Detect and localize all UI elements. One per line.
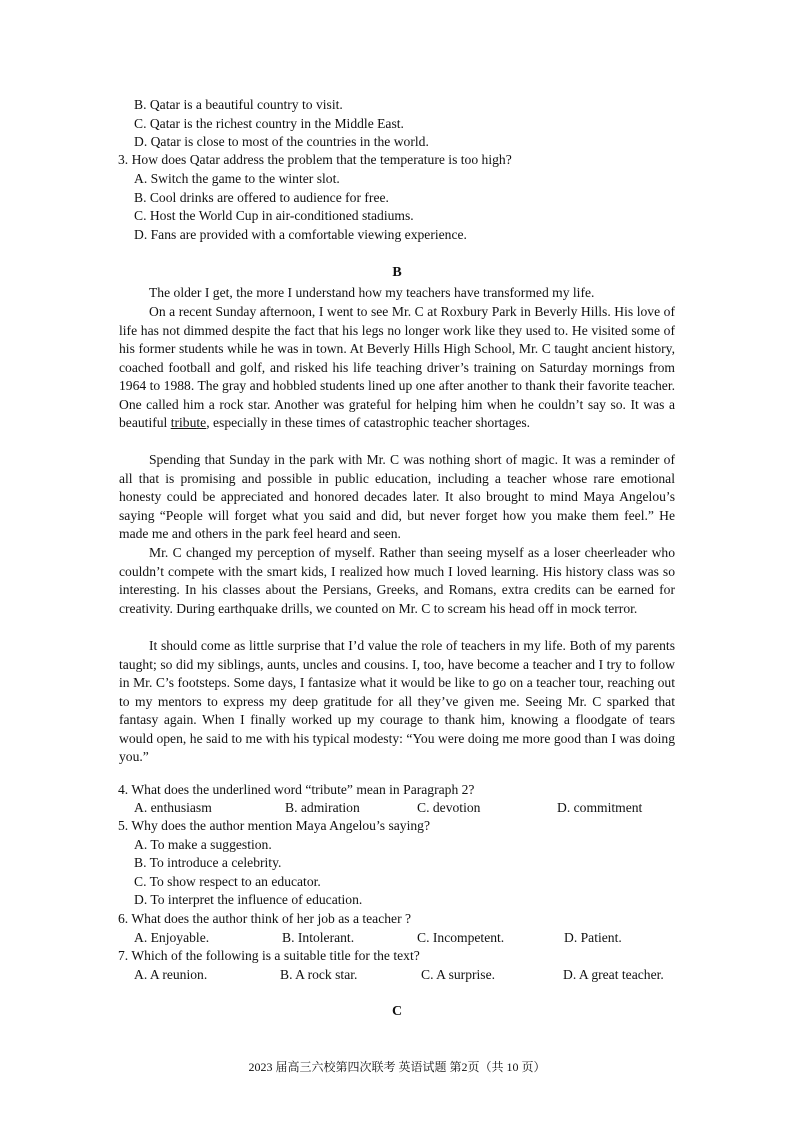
q2-option-d: D. Qatar is close to most of the countries in the world. (134, 134, 429, 149)
q5-option-a: A. To make a suggestion. (134, 837, 272, 852)
q7-option-b: B. A rock star. (280, 967, 358, 982)
q5-question: 5. Why does the author mention Maya Angelou’s saying? (118, 818, 430, 833)
paragraph-2-text-before: On a recent Sunday afternoon, I went to see Mr. C at Roxbury Park in Beverly Hills. His love of life has not dimmed despite the fact that his legs no longer work like they used to. He visited some of his former students while he was in town. At Beverly Hills High School, Mr. C taught ancient history, coached football and golf, and risked his life teaching driver’s training on Saturday mornings from 1964 to 1988. The gray and hobbled students lined up one after another to thank their favorite teacher. One called him a rock star. Another was grateful for helping him when he couldn’t say so. It was a beautiful (119, 304, 675, 430)
passage-paragraph-4: Mr. C changed my perception of myself. Rather than seeing myself as a loser cheerleader who couldn’t compete with the smart kids, I realized how much I loved learning. His history class was so interesting. In his classes about the Persians, Greeks, and Romans, extra credits can be earned for creativity. During earthquake drills, we counted on Mr. C to scream his head off in mock terror. (119, 545, 675, 616)
q4-option-d: D. commitment (557, 800, 643, 815)
q5-option-b: B. To introduce a celebrity. (134, 855, 282, 870)
passage-paragraph-5: It should come as little surprise that I’d value the role of teachers in my life. Both of my parents taught; so did my siblings, aunts, uncles and cousins. I, too, have become a teacher and I try to follow in Mr. C’s footsteps. Some days, I fantasize what it would be like to go on a teacher tour, reaching out to my mentors to express my deep gratitude for all they’ve given me. Seeing Mr. C sparked that fantasy again. When I finally worked up my courage to thank him, knowing a floodgate of tears would open, he said to me with his typical modesty: “You were doing me more good than I was doing you.” (119, 638, 675, 764)
q6-question: 6. What does the author think of her job as a teacher ? (118, 911, 412, 926)
passage-paragraph-3: Spending that Sunday in the park with Mr. C was nothing short of magic. It was a reminder of all that is promising and possible in public education, including a teacher whose rare emotional honesty could be appreciated and honored decades later. It also brought to mind Maya Angelou’s saying “People will forget what you said and did, but never forget how you make them feel.” He made me and others in the park feel heard and seen. (119, 452, 675, 541)
page-footer: 2023 届高三六校第四次联考 英语试题 第2页（共 10 页） (248, 1060, 546, 1074)
passage-paragraph-1: The older I get, the more I understand how my teachers have transformed my life. (149, 285, 595, 300)
passage-paragraph-2 (119, 303, 675, 433)
q4-question: 4. What does the underlined word “tribute” mean in Paragraph 2? (118, 782, 475, 797)
section-c-heading: C (391, 1004, 403, 1019)
underlined-word-tribute: tribute (170, 415, 207, 430)
q7-option-a: A. A reunion. (134, 967, 208, 982)
q6-option-b: B. Intolerant. (282, 930, 355, 945)
q4-option-a: A. enthusiasm (134, 800, 212, 815)
q3-option-d: D. Fans are provided with a comfortable viewing experience. (134, 227, 467, 242)
q7-option-d: D. A great teacher. (563, 967, 664, 982)
q5-option-c: C. To show respect to an educator. (134, 874, 321, 889)
section-b-heading: B (392, 265, 402, 280)
q3-option-a: A. Switch the game to the winter slot. (134, 171, 340, 186)
q3-option-b: B. Cool drinks are offered to audience for free. (134, 190, 389, 205)
q6-option-c: C. Incompetent. (417, 930, 505, 945)
q4-option-b: B. admiration (285, 800, 360, 815)
q6-option-d: D. Patient. (564, 930, 622, 945)
q4-option-c: C. devotion (417, 800, 481, 815)
q2-option-c: C. Qatar is the richest country in the Middle East. (134, 116, 404, 131)
paragraph-2-text-after: , especially in these times of catastrophic teacher shortages. (206, 415, 531, 430)
q2-option-b: B. Qatar is a beautiful country to visit. (134, 97, 343, 112)
q5-option-d: D. To interpret the influence of education. (134, 892, 363, 907)
q3-question: 3. How does Qatar address the problem that the temperature is too high? (118, 152, 512, 167)
q7-question: 7. Which of the following is a suitable title for the text? (118, 948, 420, 963)
q7-option-c: C. A surprise. (421, 967, 496, 982)
q6-option-a: A. Enjoyable. (134, 930, 210, 945)
q3-option-c: C. Host the World Cup in air-conditioned stadiums. (134, 208, 414, 223)
